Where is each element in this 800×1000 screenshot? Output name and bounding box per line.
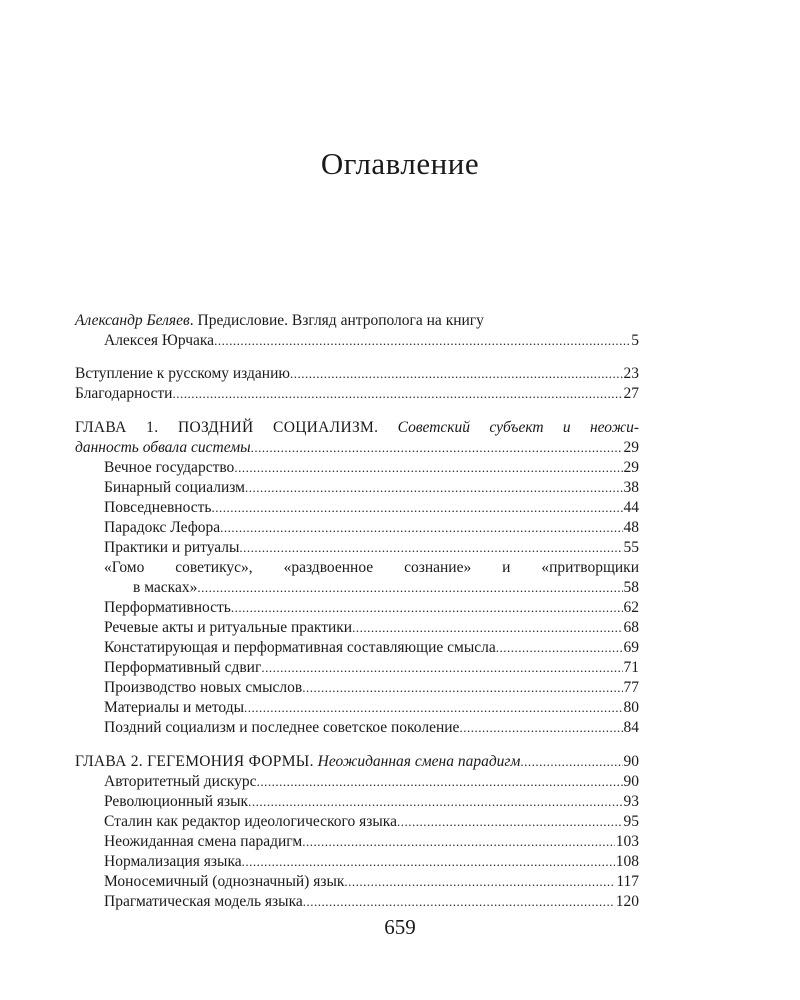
toc-entry-page: 95 xyxy=(623,813,639,830)
dot-leader xyxy=(257,772,623,792)
chapter2-sections xyxy=(75,772,639,912)
chapter1-sections xyxy=(75,458,639,558)
dot-leader xyxy=(234,458,622,478)
toc-entry[interactable] xyxy=(75,772,639,792)
toc-entry-page: 90 xyxy=(623,773,639,790)
dot-leader xyxy=(302,832,615,852)
toc-entry-page: 38 xyxy=(623,479,639,496)
wrapped-entry-text-cont: в масках» xyxy=(133,579,198,596)
toc-entry[interactable] xyxy=(75,618,639,638)
dot-leader xyxy=(496,638,623,658)
table-of-contents xyxy=(75,311,639,912)
toc-entry[interactable] xyxy=(75,812,639,832)
chapter1-page: 29 xyxy=(623,439,639,456)
toc-entry-page: 108 xyxy=(615,853,639,870)
dot-leader xyxy=(261,658,622,678)
toc-wrapped-entry-line1[interactable] xyxy=(75,558,639,578)
toc-entry-label: Перформативный сдвиг xyxy=(104,659,262,676)
toc-entry[interactable] xyxy=(75,832,639,852)
toc-entry-page: 68 xyxy=(623,619,639,636)
dot-leader xyxy=(290,364,623,384)
toc-entry-page: 84 xyxy=(623,719,639,736)
toc-entry[interactable] xyxy=(75,518,639,538)
toc-entry-label: Речевые акты и ритуальные практики xyxy=(104,619,353,636)
chapter2-heading: ГЛАВА 2. ГЕГЕМОНИЯ ФОРМЫ. xyxy=(75,753,314,770)
toc-wrapped-entry-line2[interactable] xyxy=(75,578,639,598)
toc-entry-label: Авторитетный дискурс xyxy=(104,773,257,790)
wrapped-entry-page: 58 xyxy=(623,579,639,596)
dot-leader xyxy=(344,872,615,892)
dot-leader xyxy=(197,578,622,598)
toc-entry-page: 62 xyxy=(623,599,639,616)
dot-leader xyxy=(220,518,622,538)
toc-entry[interactable] xyxy=(75,678,639,698)
toc-entry[interactable] xyxy=(75,538,639,558)
toc-entry-label: Материалы и методы xyxy=(104,699,245,716)
toc-entry-label: Сталин как редактор идеологического языка xyxy=(104,813,397,830)
toc-entry-page: 55 xyxy=(623,539,639,556)
toc-entry-page: 69 xyxy=(623,639,639,656)
front-matter-list xyxy=(75,364,639,404)
toc-entry-label: Парадокс Лефора xyxy=(104,519,221,536)
chapter1-sections-2 xyxy=(75,598,639,738)
dot-leader xyxy=(172,384,622,404)
toc-entry-label: Повседневность xyxy=(104,499,212,516)
toc-entry-page: 120 xyxy=(615,893,639,910)
toc-entry[interactable] xyxy=(75,852,639,872)
toc-entry[interactable] xyxy=(75,698,639,718)
toc-entry-label: Перформативность xyxy=(104,599,231,616)
chapter1-heading: ГЛАВА 1. ПОЗДНИЙ СОЦИАЛИЗМ. xyxy=(75,419,379,436)
preface-text: . Предисловие. Взгляд антрополога на книгу xyxy=(189,312,484,329)
toc-entry-label: Прагматическая модель языка xyxy=(104,893,303,910)
toc-entry-label: Благодарности xyxy=(75,385,173,402)
preface-page: 5 xyxy=(631,332,639,349)
toc-entry-page: 117 xyxy=(616,873,639,890)
dot-leader xyxy=(520,752,622,772)
toc-entry[interactable] xyxy=(75,384,639,404)
toc-entry-page: 77 xyxy=(623,679,639,696)
toc-entry[interactable] xyxy=(75,638,639,658)
toc-entry-label: Производство новых смыслов xyxy=(104,679,303,696)
toc-entry[interactable] xyxy=(75,892,639,912)
page-title: Оглавление xyxy=(320,146,480,181)
toc-entry-page: 29 xyxy=(623,459,639,476)
dot-leader xyxy=(245,478,623,498)
toc-chapter1-heading[interactable] xyxy=(75,418,639,438)
toc-entry[interactable] xyxy=(75,872,639,892)
chapter2-subtitle: Неожиданная смена парадигм xyxy=(317,753,521,770)
chapter1-subtitle-cont: данность обвала системы xyxy=(75,439,251,456)
toc-entry-label: Поздний социализм и последнее советское поколение xyxy=(104,719,460,736)
toc-entry[interactable] xyxy=(75,458,639,478)
toc-entry[interactable] xyxy=(75,478,639,498)
toc-entry-label: Констатирующая и перформативная составляющие смысла xyxy=(104,639,496,656)
toc-entry-page: 103 xyxy=(615,833,639,850)
toc-entry-label: Вечное государство xyxy=(104,459,235,476)
dot-leader xyxy=(244,698,622,718)
preface-text-cont: Алексея Юрчака xyxy=(104,332,215,349)
chapter2-page: 90 xyxy=(623,753,639,770)
dot-leader xyxy=(214,331,630,351)
toc-entry-label: Практики и ритуалы xyxy=(104,539,240,556)
dot-leader xyxy=(211,498,622,518)
dot-leader xyxy=(231,598,623,618)
dot-leader xyxy=(239,538,622,558)
dot-leader xyxy=(352,618,622,638)
toc-entry[interactable] xyxy=(75,364,639,384)
toc-entry-page: 71 xyxy=(623,659,639,676)
toc-entry-label: Нормализация языка xyxy=(104,853,242,870)
toc-chapter1-heading-cont[interactable] xyxy=(75,438,639,458)
toc-chapter2-heading[interactable] xyxy=(75,752,639,772)
toc-entry[interactable] xyxy=(75,658,639,678)
dot-leader xyxy=(248,792,622,812)
toc-entry-label: Бинарный социализм xyxy=(104,479,245,496)
toc-entry-page: 48 xyxy=(623,519,639,536)
toc-preface-line1[interactable] xyxy=(75,311,639,331)
toc-entry-label: Революционный язык xyxy=(104,793,249,810)
chapter1-subtitle: Советский субъект и неожи- xyxy=(397,419,639,436)
preface-author: Александр Беляев xyxy=(75,312,190,329)
dot-leader xyxy=(397,812,623,832)
dot-leader xyxy=(459,718,622,738)
toc-entry[interactable] xyxy=(75,598,639,618)
toc-entry-label: Неожиданная смена парадигм xyxy=(104,833,303,850)
toc-entry-page: 80 xyxy=(623,699,639,716)
dot-leader xyxy=(251,438,623,458)
toc-entry-label: Моносемичный (однозначный) язык xyxy=(104,873,345,890)
toc-entry-page: 27 xyxy=(623,385,639,402)
page-number: 659 xyxy=(384,915,416,939)
toc-entry-page: 93 xyxy=(623,793,639,810)
toc-preface-line2[interactable] xyxy=(75,331,639,351)
toc-entry-page: 23 xyxy=(623,365,639,382)
toc-entry[interactable] xyxy=(75,792,639,812)
dot-leader xyxy=(242,852,615,872)
toc-entry[interactable] xyxy=(75,498,639,518)
wrapped-entry-text: «Гомо советикус», «раздвоенное сознание» и «притворщики xyxy=(104,559,639,576)
toc-entry-page: 44 xyxy=(623,499,639,516)
dot-leader xyxy=(302,678,622,698)
toc-entry-label: Вступление к русскому изданию xyxy=(75,365,290,382)
toc-entry[interactable] xyxy=(75,718,639,738)
dot-leader xyxy=(303,892,615,912)
